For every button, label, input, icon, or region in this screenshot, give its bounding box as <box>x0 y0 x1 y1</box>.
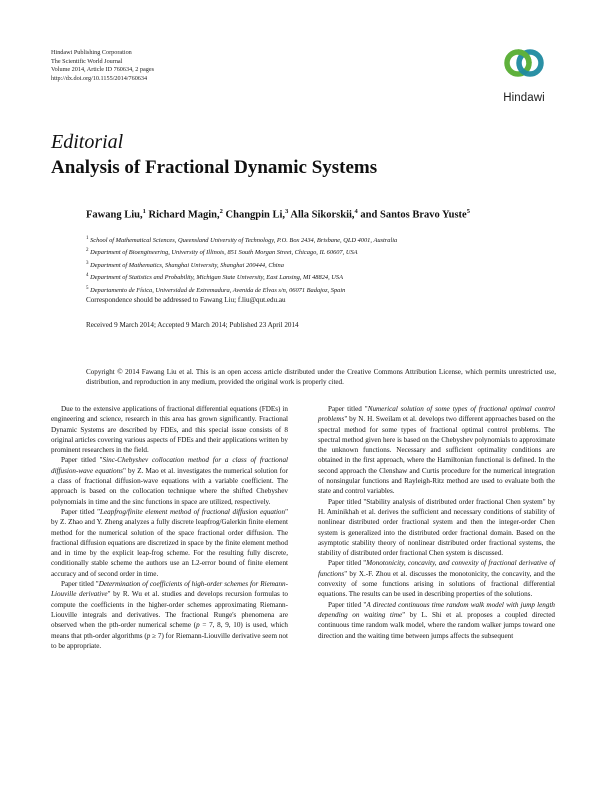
paragraph-text: Paper titled " <box>328 559 367 568</box>
affiliation-sup: 3 <box>86 260 89 266</box>
body-paragraph <box>318 600 555 641</box>
body-paragraph <box>318 497 555 559</box>
author: Fawang Liu, <box>86 209 143 221</box>
paragraph-text: Paper titled " <box>61 507 101 516</box>
paper-title-italic: Monotonicity, concavity, and convexity of fractional derivative of functions <box>318 559 555 578</box>
affiliation-text: Department of Mathematics, Shanghai University, Shanghai 200444, China <box>90 261 284 269</box>
author-affil-sup: 1 <box>142 208 146 215</box>
paragraph-text: Paper titled "Stability analysis of distributed order fractional Chen system" by H. Aminikhah et al. derives the sufficient and necessary conditions of stability of nonlinear distributed order fractional system and then the integer-order Chen system is generalized into the distributed order fractional domain. Based on the asymptotic stability theory of nonlinear distributed order fractional systems, the stability of distributed order fractional Chen system is discussed. <box>318 497 555 558</box>
logo-text: Hindawi <box>503 92 545 104</box>
affiliation-sup: 1 <box>86 236 89 241</box>
doi-link[interactable]: http://dx.doi.org/10.1155/2014/760634 <box>51 75 148 83</box>
page-title: Analysis of Fractional Dynamic Systems <box>51 157 378 178</box>
author-affil-sup: 2 <box>219 208 223 215</box>
author-affil-sup: 4 <box>354 208 358 215</box>
paragraph-text: " by Z. Zhao and Y. Zheng analyzes a fully discrete leapfrog/Galerkin finite element method for the numerical solution of the space fractional order diffusion. The fractional diffusion equations are discretized in space by the finite element method and in time by the explicit leap-frog scheme. For the resulting fully discrete, conditionally stable scheme the authors use an L2-error bound of finite element accuracy and of second order in time. <box>51 507 288 578</box>
author: Changpin Li, <box>225 209 286 221</box>
paragraph-text: " by L. Shi et al. proposes a coupled directed continuous time random walk model, where the random walker jumps toward one direction and the waiting time between jumps affects the subsequent <box>318 610 555 640</box>
body-paragraph <box>51 507 288 579</box>
paragraph-text: = 7, 8, 9, 10) is used, which means that pth-order algorithms ( <box>51 621 288 640</box>
affiliation-text: School of Mathematical Sciences, Queensland University of Technology, P.O. Box 2434, Brisbane, QLD 4001, Australia <box>90 237 398 245</box>
affiliation <box>86 284 397 296</box>
author: Alla Sikorskii, <box>290 209 355 221</box>
author-affil-sup: 3 <box>285 208 289 215</box>
article-dates: Received 9 March 2014; Accepted 9 March 2014; Published 23 April 2014 <box>86 321 299 329</box>
volume-line: Volume 2014, Article ID 760634, 2 pages <box>51 66 154 74</box>
paragraph-text: ≥ 7) for Riemann-Liouville derivative seem not to be appropriate. <box>51 631 288 650</box>
paragraph-text: Paper titled " <box>328 600 367 609</box>
body-paragraph <box>51 455 288 506</box>
body-column-left <box>51 404 288 651</box>
paragraph-text: Paper titled " <box>61 580 99 589</box>
affiliation <box>86 234 397 246</box>
article-type: Editorial <box>51 131 124 153</box>
affiliation-list <box>86 234 397 296</box>
paper-title-italic: p <box>196 621 200 630</box>
affiliation-sup: 2 <box>86 248 89 254</box>
affiliation <box>86 271 397 283</box>
journal-name: The Scientific World Journal <box>51 57 123 65</box>
paper-title-italic: Leapfrog/finite element method of fractional diffusion equation <box>100 507 286 516</box>
publisher: Hindawi Publishing Corporation <box>51 49 132 56</box>
body-paragraph <box>51 404 288 455</box>
affiliation-sup: 5 <box>86 285 89 291</box>
body-column-right <box>318 404 555 641</box>
paragraph-text: " by R. Wu et al. studies and develops recursion formulas to compute the coefficients in the higher-order schemes approximating Riemann-Liouville integrals and derivatives. The fractional Runge's phenomena are observed when the pth-order numerical scheme ( <box>51 590 288 630</box>
correspondence: Correspondence should be addressed to Fawang Liu; f.liu@qut.edu.au <box>86 296 286 304</box>
affiliation-sup: 4 <box>86 273 89 279</box>
publication-info <box>51 49 154 84</box>
affiliation-text: Departamento de Física, Universidad de Extremadura, Avenida de Elvas s/n, 06071 Badajoz, Spain <box>90 286 346 294</box>
affiliation <box>86 259 397 271</box>
paper-title-italic: p <box>146 631 151 640</box>
author-list <box>86 208 470 221</box>
affiliation-text: Department of Bioengineering, University of Illinois, 851 South Morgan Street, Chicago, IL 60607, USA <box>90 249 358 257</box>
copyright-notice: Copyright © 2014 Fawang Liu et al. This is an open access article distributed under the Creative Commons Attribution License, which permits unrestricted use, distribution, and reproduction in any medium, provided the original work is properly cited. <box>86 368 556 387</box>
body-paragraph <box>318 404 555 497</box>
affiliation <box>86 246 397 258</box>
paragraph-text: " by Z. Mao et al. investigates the numerical solution for a class of fractional diffusion-wave equations with a variable coefficient. The approach is based on the collocation technique where the shifted Chebyshev polynomials in time and the sinc functions in space are utilized, respectively. <box>51 466 288 506</box>
paragraph-text: " by N. H. Sweilam et al. develops two different approaches based on the spectral method for some types of fractional optimal control problems. The spectral method given here is based on the Chebyshev polynomials to approximate the unknown functions. Necessary and sufficient optimality conditions are obtained in the first approach, where the Hamiltonian functional is defined. In the second approach the Clenshaw and Curtis procedure for the numerical integration of nonsingular functions and Rayleigh-Ritz method are used to evaluate both the state and control variables. <box>318 415 555 496</box>
paragraph-text: Due to the extensive applications of fractional differential equations (FDEs) in engineering and science, research in this area has grown significantly. Fractional Dynamic Systems are described by FDEs, and this special issue consists of 8 original articles covering various aspects of FDEs and their applications written by prominent researchers in the field. <box>51 405 288 455</box>
paragraph-text: Paper titled " <box>328 405 368 413</box>
body-paragraph <box>51 579 288 651</box>
paper-title-italic: Numerical solution of some types of fractional optimal control problems <box>318 405 555 424</box>
author: and Santos Bravo Yuste <box>360 209 467 221</box>
author: Richard Magin, <box>148 209 220 221</box>
paper-title-italic: Determination of coefficients of high-order schemes for Riemann-Liouville derivative <box>51 580 288 599</box>
paper-title-italic: A directed continuous time random walk model with jump length depending on waiting time <box>318 600 555 619</box>
affiliation-text: Department of Statistics and Probability, Michigan State University, East Lansing, MI 48824, USA <box>90 274 343 282</box>
author-affil-sup: 5 <box>466 208 470 215</box>
paper-title-italic: Sinc-Chebyshev collocation method for a class of fractional diffusion-wave equations <box>51 456 288 475</box>
body-paragraph <box>318 558 555 599</box>
paragraph-text: " by X.-F. Zhou et al. discusses the monotonicity, the concavity, and the convexity of some functions arising in solutions of fractional differential equations. The results can be used in describing properties of the solutions. <box>318 569 555 599</box>
paragraph-text: Paper titled " <box>61 456 103 465</box>
